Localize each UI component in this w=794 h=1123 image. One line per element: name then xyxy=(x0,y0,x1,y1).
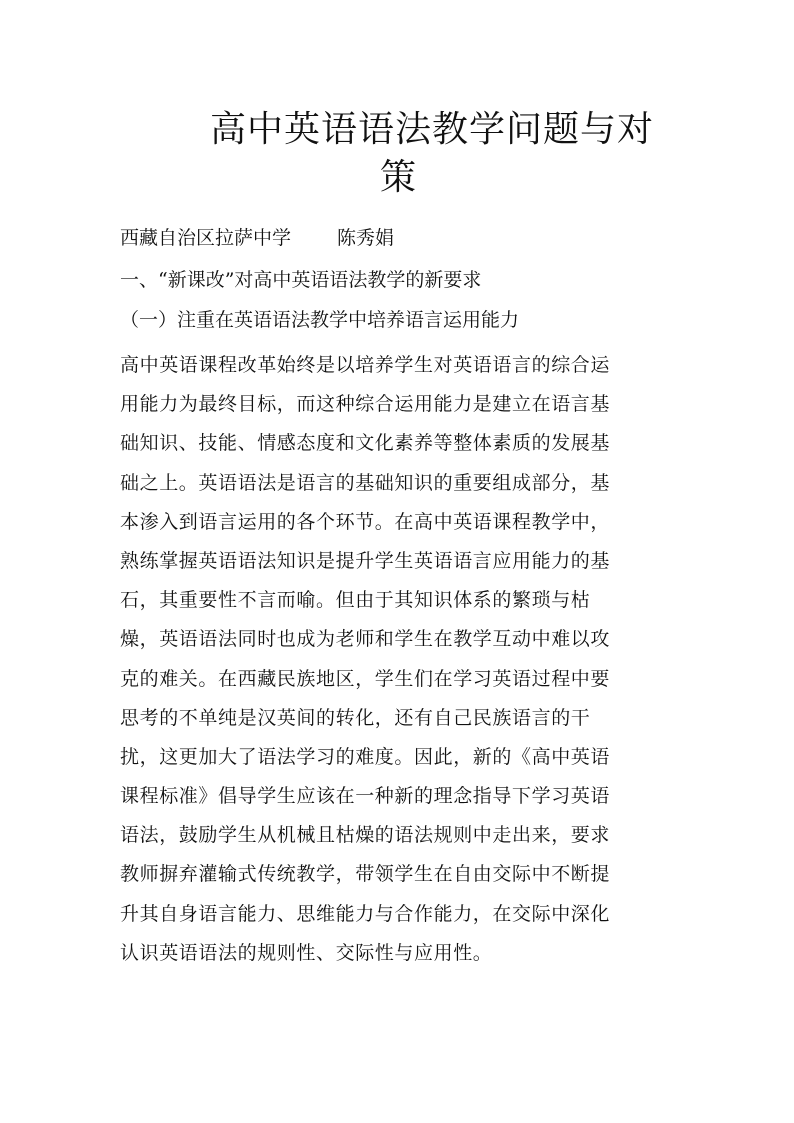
author-line xyxy=(120,226,394,250)
paragraph-line: 教师摒弃灌输式传统教学，带领学生在自由交际中不断提 xyxy=(120,863,611,886)
document-title-line-1: 高中英语语法教学问题与对 xyxy=(210,109,655,150)
section-heading: 一、“新课改”对高中英语语法教学的新要求 xyxy=(120,269,482,291)
paragraph-line: 础知识、技能、情感态度和文化素养等整体素质的发展基 xyxy=(120,432,611,455)
paragraph-line: 认识英语语法的规则性、交际性与应用性。 xyxy=(120,941,493,964)
paragraph-line: 熟练掌握英语语法知识是提升学生英语语言应用能力的基 xyxy=(120,549,611,572)
paragraph-line: 高中英语课程改革始终是以培养学生对英语语言的综合运 xyxy=(120,354,611,376)
author-affiliation: 西藏自治区拉萨中学 xyxy=(120,227,292,249)
paragraph-line: 本渗入到语言运用的各个环节。在高中英语课程教学中， xyxy=(120,510,611,533)
body-paragraph xyxy=(120,346,680,973)
subsection-heading: （一）注重在英语语法教学中培养语言运用能力 xyxy=(120,309,520,331)
paragraph-line: 课程标准》倡导学生应该在一种新的理念指导下学习英语 xyxy=(120,785,611,808)
paragraph-line: 克的难关。在西藏民族地区，学生们在学习英语过程中要 xyxy=(120,667,611,690)
paragraph-line: 升其自身语言能力、思维能力与合作能力，在交际中深化 xyxy=(120,902,611,925)
document-title-line-2: 策 xyxy=(380,157,418,198)
paragraph-line: 燥，英语语法同时也成为老师和学生在教学互动中难以攻 xyxy=(120,628,611,651)
paragraph-line: 用能力为最终目标，而这种综合运用能力是建立在语言基 xyxy=(120,393,611,416)
paragraph-line: 石，其重要性不言而喻。但由于其知识体系的繁琐与枯 xyxy=(120,589,591,612)
paragraph-line: 础之上。英语语法是语言的基础知识的重要组成部分，基 xyxy=(120,471,611,494)
paragraph-line: 语法，鼓励学生从机械且枯燥的语法规则中走出来，要求 xyxy=(120,824,611,847)
author-name: 陈秀娟 xyxy=(337,227,395,249)
paragraph-line: 扰，这更加大了语法学习的难度。因此，新的《高中英语 xyxy=(120,745,611,768)
paragraph-line: 思考的不单纯是汉英间的转化，还有自己民族语言的干 xyxy=(120,706,591,729)
